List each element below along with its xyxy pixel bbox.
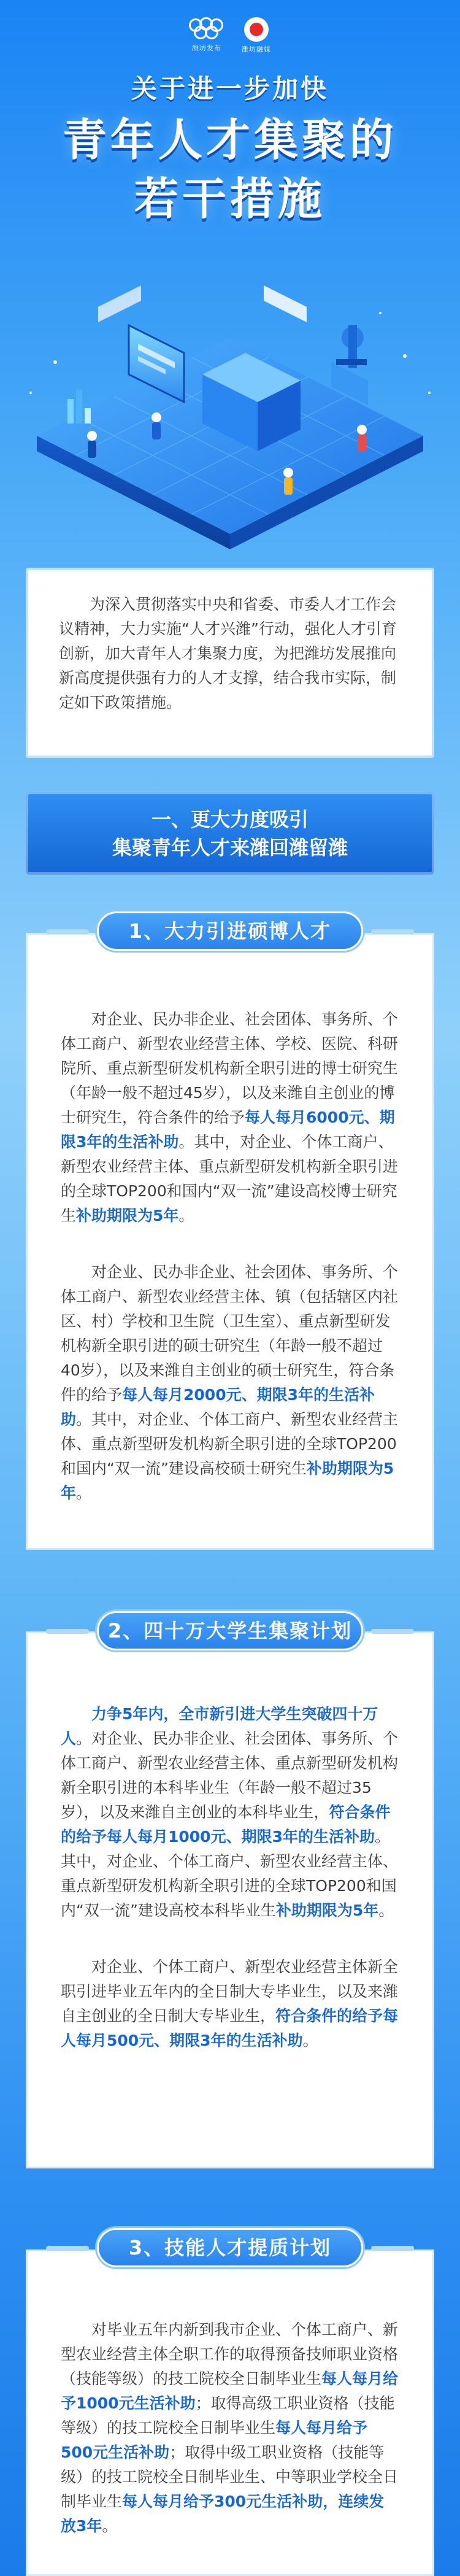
rings-icon <box>189 17 224 41</box>
card-skilled-talent <box>26 2249 434 2576</box>
card1-paragraph-2: 对企业、民办非企业、社会团体、事务所、个体工商户、新型农业经营主体、镇（包括辖区内社区、村）学校和卫生院（卫生室）、重点新型研发机构新全职引进的硕士研究生（年龄一般不超过40岁），以及来潍自主创业的硕士研究生，符合条件的给予每人每月2000元、期限3年的生活补助。其中，对企业、个体工商户、新型农业经营主体、重点新型研发机构新全职引进的全球TOP200和国内“双一流”建设高校硕士研究生补助期限为5年。 <box>61 1263 399 1502</box>
title-subheading: 关于进一步加快 <box>131 74 329 104</box>
isometric-tech-illustration <box>0 233 460 552</box>
section-header <box>26 792 434 875</box>
card3-paragraph-1: 对毕业五年内新到我市企业、个体工商户、新型农业经营主体全职工作的取得预备技师职业资格（技能等级）的技工院校全日制毕业生每人每月给予1000元生活补助；取得高级工职业资格（技能等级）的技工院校全日制毕业生每人每月给予500元生活补助；取得中级工职业资格（技能等级）的技工院校全日制毕业生、中等职业学校全日制毕业生每人每月给予300元生活补助，连续发放3年。 <box>61 2321 399 2535</box>
intro-text: 为深入贯彻落实中央和省委、市委人才工作会议精神，大力实施“人才兴潍”行动，强化人才引育创新，加大青年人才集聚力度，为把潍坊发展推向新高度提供强有力的人才支撑，结合我市实际，制定如下政策措施。 <box>59 595 397 711</box>
media-badge-icon <box>244 17 269 42</box>
card-college-students <box>26 1631 434 2168</box>
logo-bar <box>0 17 460 54</box>
card2-title: 2、四十万大学生集聚计划 <box>97 1611 363 1650</box>
section-title-line-2: 集聚青年人才来潍回潍留潍 <box>112 836 348 859</box>
title-line-1: 青年人才集聚的 <box>62 114 397 166</box>
card1-title: 1、大力引进硕博人才 <box>97 911 363 951</box>
section-title-line-1: 一、更大力度吸引 <box>151 808 309 831</box>
intro-card <box>26 568 434 758</box>
title-heading <box>0 110 460 228</box>
card2-paragraph-2: 对企业、个体工商户、新型农业经营主体新全职引进毕业五年内的全日制大专毕业生，以及来潍自主创业的全日制大专毕业生，符合条件的给予每人每月500元、期限3年的生活补助。 <box>61 1958 399 2049</box>
weifang-media-logo <box>242 17 271 54</box>
weifang-release-logo <box>189 17 224 54</box>
logo-right-text: 潍坊融媒 <box>242 45 271 53</box>
title-line-2: 若干措施 <box>134 173 326 225</box>
logo-left-text: 潍坊发布 <box>192 44 221 52</box>
card-doctoral-talent <box>26 933 434 1550</box>
card3-title: 3、技能人才提质计划 <box>97 2228 363 2267</box>
card2-paragraph-1: 力争5年内，全市新引进大学生突破四十万人。对企业、民办非企业、社会团体、事务所、个体工商户、新型农业经营主体、重点新型研发机构新全职引进的本科毕业生（年龄一般不超过35岁），以及来潍自主创业的本科毕业生，符合条件的给予每人每月1000元、期限3年的生活补助。其中，对企业、个体工商户、新型农业经营主体、重点新型研发机构新全职引进的全球TOP200和国内“双一流”建设高校本科毕业生补助期限为5年。 <box>61 1705 399 1919</box>
card1-paragraph-1: 对企业、民办非企业、社会团体、事务所、个体工商户、新型农业经营主体、学校、医院、科研院所、重点新型研发机构新全职引进的博士研究生（年龄一般不超过45岁），以及来潍自主创业的博士研究生，符合条件的给予每人每月6000元、期限3年的生活补助。其中，对企业、个体工商户、新型农业经营主体、重点新型研发机构新全职引进的全球TOP200和国内“双一流”建设高校博士研究生补助期限为5年。 <box>61 1010 399 1224</box>
